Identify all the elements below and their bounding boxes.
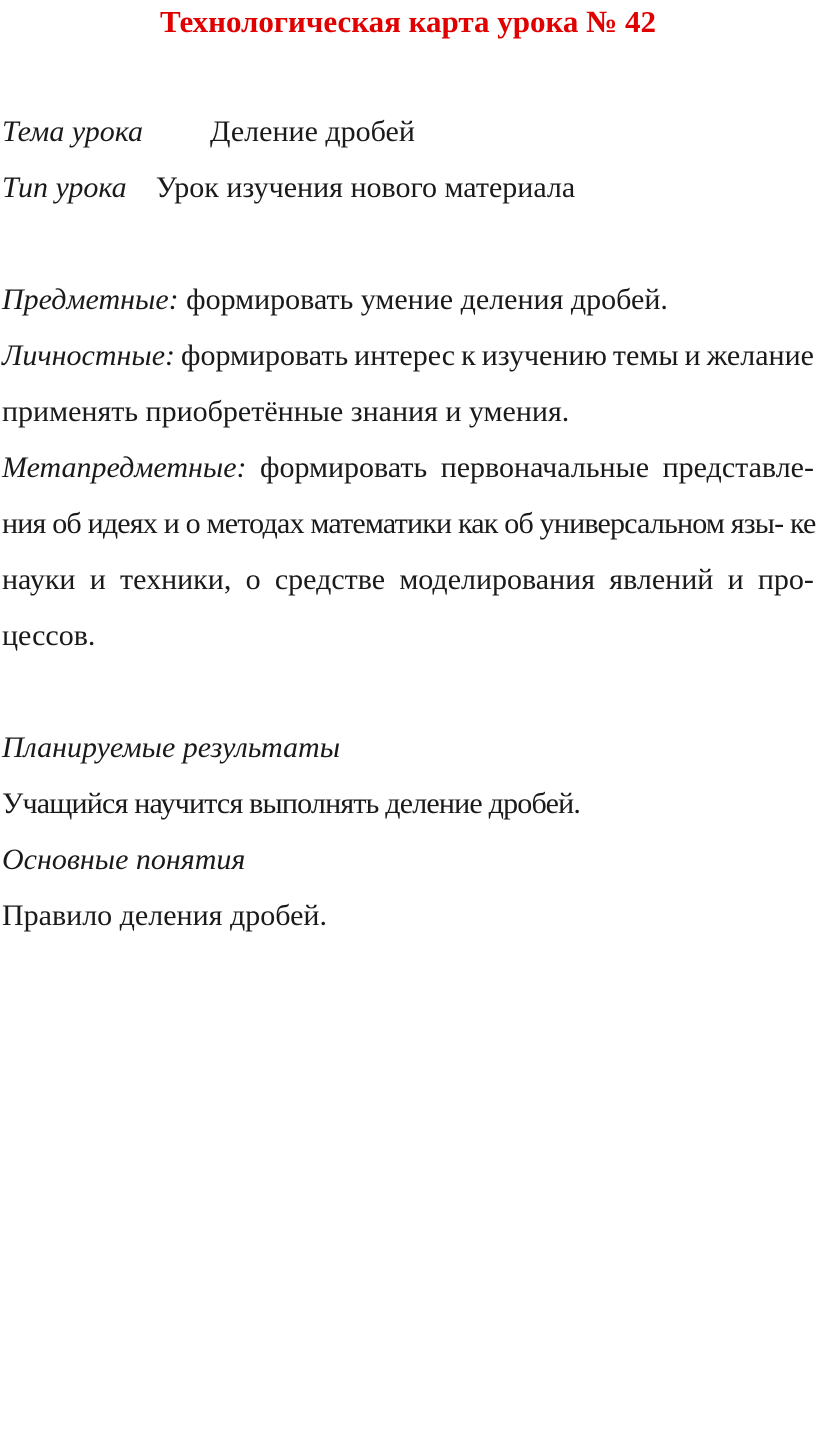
word: средстве — [274, 563, 386, 596]
concepts-text: Правило деления дробей. — [2, 899, 327, 932]
meta-line-3 — [2, 560, 814, 600]
word: явлений — [609, 563, 714, 596]
word: техники, — [120, 563, 232, 596]
topic-label: Тема урока — [2, 115, 144, 148]
word: формировать — [260, 451, 428, 484]
word: темы — [612, 339, 679, 372]
subject-row — [2, 280, 668, 320]
results-text: Учащийся научится выполнять деление дробей. — [2, 787, 581, 820]
subject-label: Предметные: — [2, 283, 179, 316]
topic-value: Деление дробей — [210, 115, 415, 148]
meta-line-4: цессов. — [2, 619, 96, 652]
word: моделирования — [399, 563, 596, 596]
meta-line-2: ния об идеях и о методах математики как об универсальном язы- ке — [2, 507, 816, 540]
word: и — [727, 563, 744, 596]
word: изучению — [481, 339, 607, 372]
word: о — [245, 563, 261, 596]
word: формировать — [181, 339, 349, 372]
meta-line-1 — [2, 448, 814, 488]
word: науки — [2, 563, 76, 596]
word: и — [684, 339, 701, 372]
personal-line-1 — [2, 336, 814, 376]
subject-text: формировать умение деления дробей. — [186, 283, 668, 316]
meta-label: Метапредметные: — [2, 451, 247, 484]
page-title: Технологическая карта урока № 42 — [159, 4, 657, 39]
lesson-type-value: Урок изучения нового материала — [155, 171, 576, 204]
word: про- — [757, 563, 814, 596]
word: к — [461, 339, 476, 372]
results-heading: Планируемые результаты — [2, 731, 341, 764]
personal-line-2: применять приобретённые знания и умения. — [2, 395, 570, 428]
word: интерес — [354, 339, 456, 372]
word: желание — [706, 339, 814, 372]
word: и — [89, 563, 106, 596]
lesson-type-label: Тип урока — [2, 171, 127, 204]
personal-label: Личностные: — [2, 339, 175, 372]
concepts-heading: Основные понятия — [2, 843, 246, 876]
topic-row — [2, 112, 415, 152]
lesson-type-row — [2, 168, 575, 208]
word: первоначальные — [440, 451, 650, 484]
word: представле- — [662, 451, 814, 484]
